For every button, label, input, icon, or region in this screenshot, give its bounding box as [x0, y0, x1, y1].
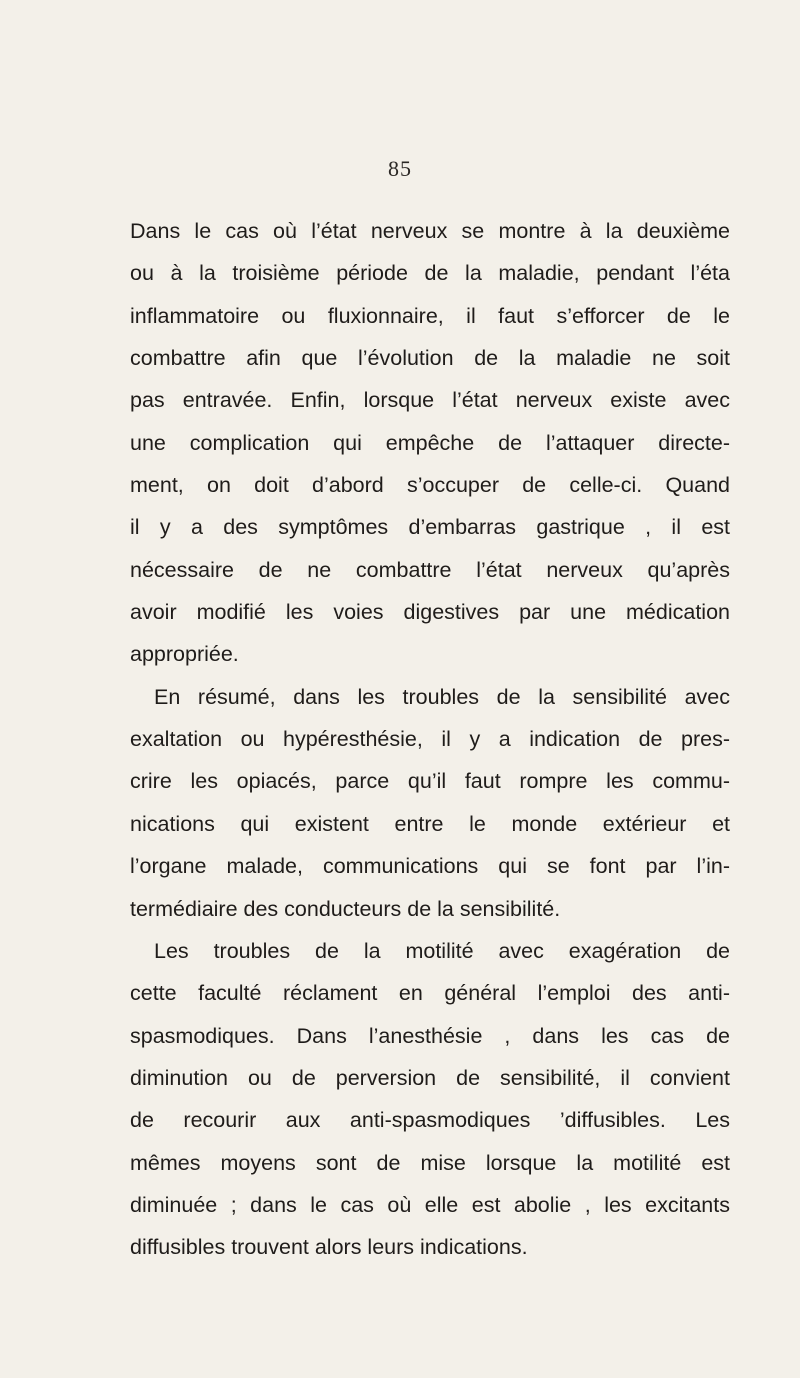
paragraph-1-line-3: inflammatoire ou fluxionnaire, il faut s’efforcer de le — [130, 303, 730, 328]
paragraph-1-line-4: combattre afin que l’évolution de la maladie ne soit — [130, 346, 730, 371]
paragraph-2-line-5: l’organe malade, communications qui se font par l’in- — [130, 854, 730, 879]
paragraph-3-line-2: cette faculté réclament en général l’emploi des anti- — [130, 981, 730, 1006]
paragraph-1-line-10: avoir modifié les voies digestives par une médication — [130, 600, 730, 625]
paragraph-3-line-8: diffusibles trouvent alors leurs indications. — [130, 1235, 528, 1260]
paragraph-2-line-6: termédiaire des conducteurs de la sensibilité. — [130, 896, 561, 921]
paragraph-1-line-5: pas entravée. Enfin, lorsque l’état nerveux existe avec — [130, 388, 730, 413]
paragraph-3-line-7: diminuée ; dans le cas où elle est abolie , les excitants — [130, 1192, 730, 1217]
paragraph-3-line-4: diminution ou de perversion de sensibilité, il convient — [130, 1065, 730, 1090]
paragraph-2-line-2: exaltation ou hypéresthésie, il y a indication de pres- — [130, 727, 730, 752]
paragraph-2-line-3: crire les opiacés, parce qu’il faut rompre les commu- — [130, 769, 730, 794]
paragraph-1-line-7: ment, on doit d’abord s’occuper de celle-ci. Quand — [130, 473, 730, 498]
paragraph-2-line-4: nications qui existent entre le monde extérieur et — [130, 811, 730, 836]
paragraph-3-line-3: spasmodiques. Dans l’anesthésie , dans les cas de — [130, 1023, 730, 1048]
paragraph-1-line-11: appropriée. — [130, 642, 239, 667]
paragraph-3-line-6: mêmes moyens sont de mise lorsque la motilité est — [130, 1150, 730, 1175]
paragraph-1-line-9: nécessaire de ne combattre l’état nerveux qu’après — [130, 557, 730, 582]
paragraph-3-line-5: de recourir aux anti-spasmodiques ’diffusibles. Les — [130, 1108, 730, 1133]
paragraph-1-line-6: une complication qui empêche de l’attaquer directe- — [130, 430, 730, 455]
body-text — [130, 210, 730, 1269]
paragraph-1-line-1: Dans le cas où l’état nerveux se montre à la deuxième — [130, 219, 730, 243]
paragraph-1-line-8: il y a des symptômes d’embarras gastrique , il est — [130, 515, 730, 540]
paragraph-3-line-1: Les troubles de la motilité avec exagération de — [154, 938, 730, 963]
page-number: 85 — [388, 156, 412, 181]
paragraph-1-line-2: ou à la troisième période de la maladie, pendant l’éta — [130, 261, 730, 286]
paragraph-2-line-1: En résumé, dans les troubles de la sensibilité avec — [154, 684, 730, 709]
